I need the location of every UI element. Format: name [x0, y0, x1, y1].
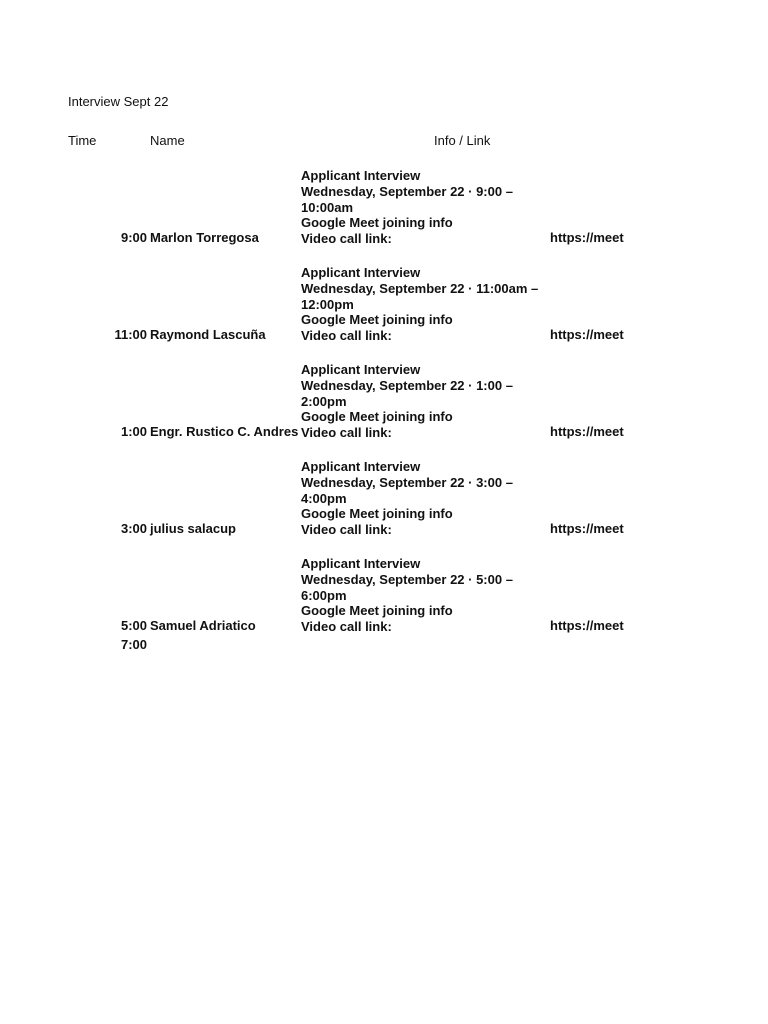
info-meet: Google Meet joining info [301, 603, 453, 619]
table-row [0, 362, 768, 452]
info-date: Wednesday, September 22 · 9:00 – [301, 183, 513, 199]
trailing-time-cell: 7:00 [120, 637, 147, 652]
table-row [0, 459, 768, 549]
info-date: Wednesday, September 22 · 5:00 – [301, 571, 513, 587]
name-cell: Engr. Rustico C. Andres [150, 424, 299, 439]
info-date: Wednesday, September 22 · 3:00 – [301, 474, 513, 490]
info-cell [301, 362, 546, 441]
column-header-info: Info / Link [434, 133, 491, 148]
info-title: Applicant Interview [301, 362, 421, 377]
info-cell [301, 265, 546, 344]
time-cell: 9:00 [120, 230, 147, 245]
info-title: Applicant Interview [301, 265, 421, 280]
info-meet: Google Meet joining info [301, 506, 453, 522]
table-row [0, 168, 768, 258]
info-title: Applicant Interview [301, 459, 421, 474]
time-cell: 1:00 [120, 424, 147, 439]
time-cell: 5:00 [120, 618, 147, 633]
info-meet: Google Meet joining info [301, 312, 453, 328]
info-video-label: Video call link: [301, 231, 392, 247]
info-date-end: 2:00pm [301, 393, 347, 409]
info-date-end: 10:00am [301, 199, 354, 215]
document-title: Interview Sept 22 [68, 94, 169, 109]
info-date-end: 6:00pm [301, 587, 347, 603]
info-video-label: Video call link: [301, 328, 392, 344]
info-date: Wednesday, September 22 · 11:00am – [301, 280, 539, 296]
info-date: Wednesday, September 22 · 1:00 – [301, 377, 513, 393]
name-cell: Raymond Lascuña [150, 327, 266, 342]
info-cell [301, 168, 546, 247]
info-meet: Google Meet joining info [301, 215, 453, 231]
info-cell [301, 556, 546, 635]
table-row [0, 556, 768, 646]
info-title: Applicant Interview [301, 168, 421, 183]
info-video-label: Video call link: [301, 522, 392, 538]
link-cell[interactable]: https://meet [550, 424, 624, 439]
info-video-label: Video call link: [301, 619, 392, 635]
link-cell[interactable]: https://meet [550, 327, 624, 342]
info-date-end: 12:00pm [301, 296, 354, 312]
link-cell[interactable]: https://meet [550, 618, 624, 633]
link-cell[interactable]: https://meet [550, 521, 624, 536]
info-date-end: 4:00pm [301, 490, 347, 506]
time-cell: 3:00 [120, 521, 147, 536]
name-cell: Marlon Torregosa [150, 230, 259, 245]
column-header-time: Time [68, 133, 97, 148]
link-cell[interactable]: https://meet [550, 230, 624, 245]
column-header-name: Name [150, 133, 185, 148]
info-video-label: Video call link: [301, 425, 392, 441]
info-cell [301, 459, 546, 538]
time-cell: 11:00 [114, 327, 147, 342]
info-title: Applicant Interview [301, 556, 421, 571]
info-meet: Google Meet joining info [301, 409, 453, 425]
name-cell: Samuel Adriatico [150, 618, 256, 633]
table-row [0, 265, 768, 355]
name-cell: julius salacup [150, 521, 236, 536]
